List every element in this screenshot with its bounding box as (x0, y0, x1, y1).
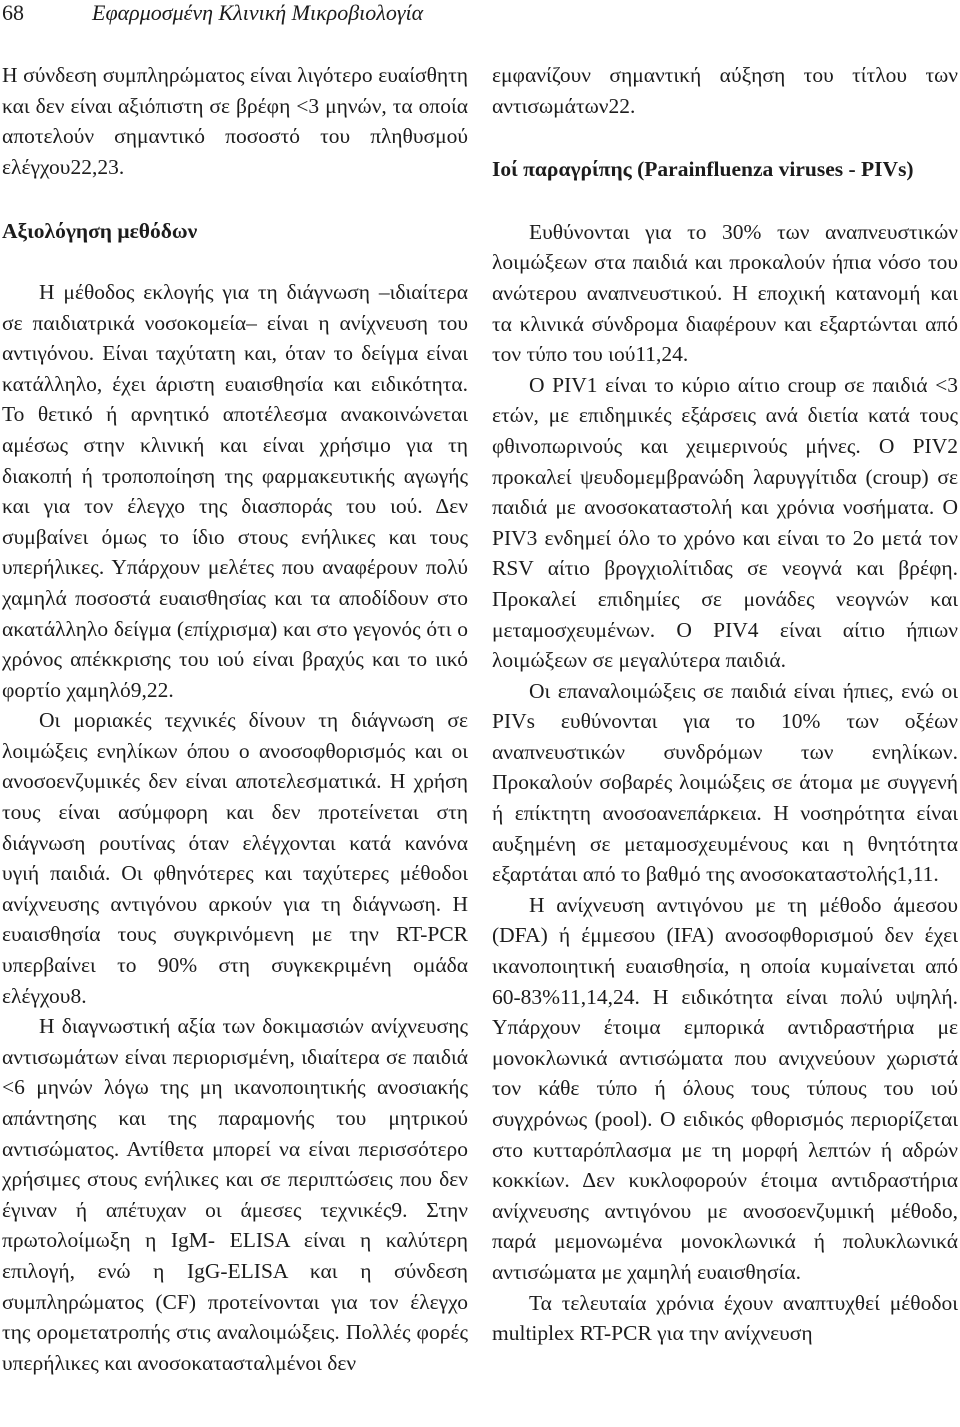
spacer (492, 185, 958, 217)
body-paragraph: Οι μοριακές τεχνικές δίνουν τη διάγνωση σε λοιμώξεις ενηλίκων όπου ο ανοσοφθορισμός και οι ανοσοενζυμικές δεν είναι αποτελεσματικά. Η χρήση τους είναι ασύμφορη και δεν προτείνεται στη διάγνωση ρουτίνας όταν ελέγχονται κατά κανόνα υγιή παιδιά. Οι φθηνότερες και ταχύτερες μέθοδοι ανίχνευσης αντιγόνου αρκούν για τη διάγνωση. Η ευαισθησία τους συγκρινόμενη με την RT-PCR υπερβαίνει το 90% στη συγκεκριμένη ομάδα ελέγχου8. (2, 708, 468, 1008)
section-heading-parainfluenza: Ιοί παραγρίπης (Parainfluenza viruses - PIVs) (492, 157, 914, 182)
right-column (492, 60, 958, 1349)
body-paragraph: Οι επαναλοιμώξεις σε παιδιά είναι ήπιες, ενώ οι PIVs ευθύνονται για το 10% των οξέων αναπνευστικών συνδρόμων των ενηλίκων. Προκαλούν σοβαρές λοιμώξεις σε άτομα με συγγενή ή επίκτητη ανοσοανεπάρκεια. Η νοσηρότητα είναι αυξημένη σε μεταμοσχευμένους και η θνητότητα εξαρτάται από το βαθμό της ανοσοκαταστολής1,11. (492, 678, 958, 887)
continuation-paragraph: εμφανίζουν σημαντική αύξηση του τίτλου των αντισωμάτων22. (492, 63, 958, 118)
book-title: Εφαρμοσμένη Κλινική Μικροβιολογία (92, 0, 424, 25)
spacer (2, 247, 468, 277)
intro-paragraph: Η σύνδεση συμπληρώματος είναι λιγότερο ευαίσθητη και δεν είναι αξιόπιστη σε βρέφη <3 μηνών, τα οποία αποτελούν σημαντικό ποσοστό του πληθυσμού ελέγχου22,23. (2, 63, 468, 179)
body-paragraph: Τα τελευταία χρόνια έχουν αναπτυχθεί μέθοδοι multiplex RT-PCR για την ανίχνευση (492, 1290, 958, 1346)
spacer (492, 121, 958, 154)
spacer (2, 182, 468, 216)
page-number: 68 (2, 0, 24, 25)
body-paragraph: Η διαγνωστική αξία των δοκιμασιών ανίχνευσης αντισωμάτων είναι περιορισμένη, ιδιαίτερα σε παιδιά <6 μηνών λόγω της μη ικανοποιητικής ανοσιακής απάντησης και της παραμονής του μητρικού αντισώματος. Αντίθετα μπορεί να είναι περισσότερο χρήσιμες στους ενήλικες και σε περιπτώσεις που δεν έγιναν ή απέτυχαν οι άμεσες τεχνικές9. Στην πρωτολοίμωξη η IgM- ELISA είναι η καλύτερη επιλογή, ενώ η IgG-ELISA και η σύνδεση συμπληρώματος (CF) προτείνονται για τον έλεγχο της ορομετατροπής στις αναλοιμώξεις. Πολλές φορές υπερήλικες και ανοσοκατασταλμένοι δεν (2, 1014, 468, 1375)
body-paragraph: Ευθύνονται για το 30% των αναπνευστικών λοιμώξεων στα παιδιά και προκαλούν ήπια νόσο του ανώτερου αναπνευστικού. Η εποχική κατανομή και τα κλινικά σύνδρομα διαφέρουν και εξαρτώνται από τον τύπο του ιού11,24. (492, 219, 958, 367)
running-head (0, 0, 960, 30)
section-heading-method-evaluation: Αξιολόγηση μεθόδων (2, 219, 198, 244)
body-paragraph: Η ανίχνευση αντιγόνου με τη μέθοδο άμεσου (DFA) ή έμμεσου (IFA) ανοσοφθορισμού δεν έχει ικανοποιητική ευαισθησία, η οποία κυμαίνεται από 60-83%11,14,24. Η ειδικότητα είναι πολύ υψηλή. Υπάρχουν έτοιμα εμπορικά αντιδραστήρια με μονοκλωνικά αντισώματα που ανιχνεύουν χωριστά τον κάθε τύπο ή όλους τους τύπους του ιού συγχρόνως (pool). Ο ειδικός φθορισμός περιορίζεται στο κυτταρόπλασμα με τη μορφή λεπτών ή αδρών κοκκίων. Δεν κυκλοφορούν έτοιμα αντιδραστήρια ανίχνευσης αντιγόνου με ανοσοενζυμική μέθοδο, παρά μεμονωμένα μονοκλωνικά ή πολυκλωνικά αντισώματα με χαμηλή ευαισθησία. (492, 892, 958, 1284)
left-column (2, 60, 468, 1378)
body-paragraph: Ο PIV1 είναι το κύριο αίτιο croup σε παιδιά <3 ετών, με επιδημικές εξάρσεις ανά διετία κατά τους φθινοπωρινούς και χειμερινούς μήνες. Ο PIV2 προκαλεί ψευδομεμβρανώδη λαρυγγίτιδα (croup) σε παιδιά με ανοσοκαταστολή και χρόνια νοσήματα. Ο PIV3 ενδημεί όλο το χρόνο και είναι το 2ο μετά τον RSV αίτιο βρογχιολίτιδας σε νεογνά και βρέφη. Προκαλεί επιδημίες σε μονάδες νεογνών και μεταμοσχευμένων. Ο PIV4 είναι αίτιο ήπιων λοιμώξεων σε μεγαλύτερα παιδιά. (492, 372, 958, 673)
body-paragraph: Η μέθοδος εκλογής για τη διάγνωση –ιδιαίτερα σε παιδιατρικά νοσοκομεία– είναι η ανίχνευση του αντιγόνου. Είναι ταχύτατη και, όταν το δείγμα είναι κατάλληλο, έχει άριστη ευαισθησία και ειδικότητα. Το θετικό ή αρνητικό αποτέλεσμα ανακοινώνεται αμέσως στην κλινική και είναι χρήσιμο για τη διακοπή ή τροποποίηση της φαρμακευτικής αγωγής και για τον έλεγχο της διασποράς του ιού. Δεν συμβαίνει όμως το ίδιο στους ενήλικες και τους υπερήλικες. Υπάρχουν μελέτες που αναφέρουν πολύ χαμηλά ποσοστά ευαισθησίας και τα αποδίδουν στο ακατάλληλο δείγμα (επίχρισμα) και στο γεγονός ότι ο χρόνος απέκκρισης του ιού είναι βραχύς και το ιικό φορτίο χαμηλό9,22. (2, 279, 468, 702)
